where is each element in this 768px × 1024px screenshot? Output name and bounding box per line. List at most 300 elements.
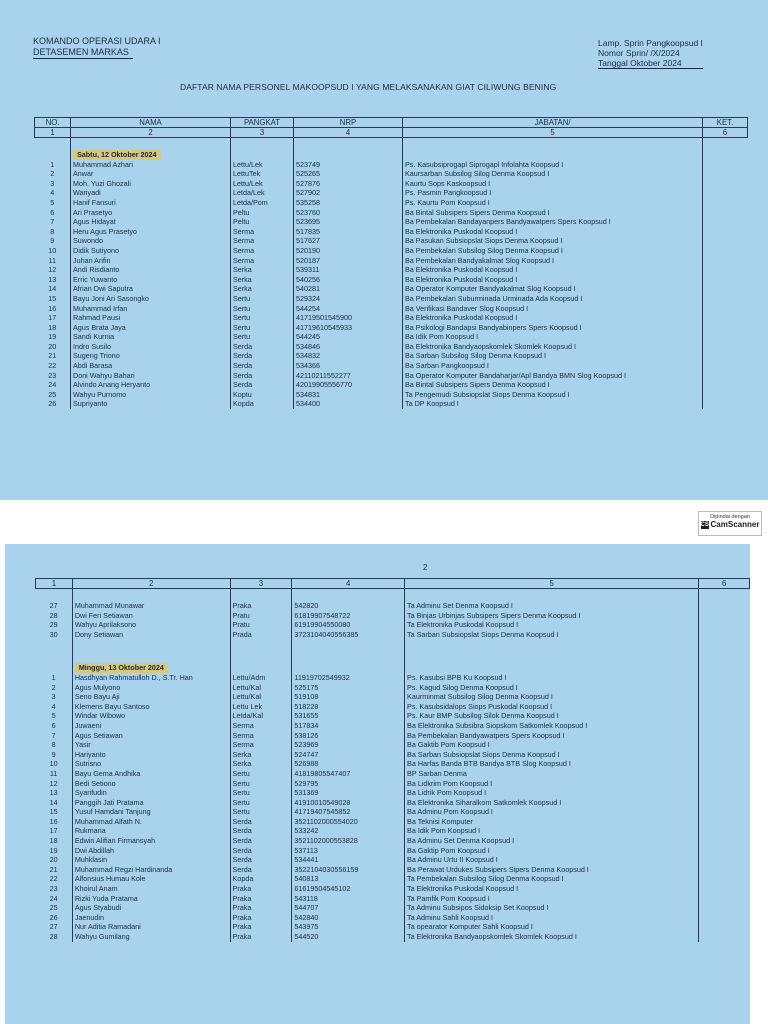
position-cell: Ba Perawat Urdukes Subsipers Sipers Denma Koopsud I bbox=[405, 865, 699, 875]
rank-cell: Sertu bbox=[231, 332, 294, 342]
rank-cell: Serma bbox=[231, 236, 294, 246]
name-cell: Hanif Fansuri bbox=[71, 198, 231, 208]
rank-cell: Serka bbox=[231, 265, 294, 275]
colnum-1: 1 bbox=[35, 128, 71, 138]
name-cell: Yusuf Hamdani Tanjung bbox=[72, 807, 230, 817]
empty-cell bbox=[35, 150, 71, 160]
nrp-cell: 533242 bbox=[292, 826, 405, 836]
table-row bbox=[36, 683, 750, 693]
empty-cell bbox=[405, 663, 699, 673]
row-number: 23 bbox=[36, 884, 73, 894]
note-cell bbox=[699, 922, 750, 932]
name-cell: Alvindo Anang Heryanto bbox=[71, 380, 231, 390]
rank-cell: Praka bbox=[230, 894, 292, 904]
name-cell: Edwin Alifian Firmansyah bbox=[72, 836, 230, 846]
empty-cell bbox=[703, 150, 748, 160]
date-cell bbox=[72, 663, 230, 673]
name-cell: Hasdhyan Rahmatulloh D., S.Tr. Han bbox=[72, 673, 230, 683]
table-row bbox=[36, 673, 750, 683]
org-line-1: KOMANDO OPERASI UDARA I bbox=[33, 36, 161, 46]
colnum-6: 6 bbox=[699, 579, 750, 589]
rank-cell: Serda bbox=[230, 836, 292, 846]
nrp-cell: 542820 bbox=[292, 601, 405, 611]
position-cell: Ba Sarban Pangkoopsud I bbox=[403, 361, 703, 371]
rank-cell: Sertu bbox=[230, 798, 292, 808]
row-number: 21 bbox=[36, 865, 73, 875]
note-cell bbox=[703, 246, 748, 256]
row-number: 16 bbox=[35, 304, 71, 314]
nrp-cell: 3522104030556159 bbox=[292, 865, 405, 875]
row-number: 28 bbox=[36, 611, 73, 621]
row-number: 7 bbox=[36, 731, 73, 741]
name-cell: Rizki Yuda Pratama bbox=[72, 894, 230, 904]
note-cell bbox=[703, 256, 748, 266]
name-cell: Dony Setiawan bbox=[72, 630, 230, 640]
page-number: 2 bbox=[423, 563, 428, 572]
row-number: 25 bbox=[35, 390, 71, 400]
position-cell: Ba Elektronika Subsibra Siopskom Satkomlek Koopsud I bbox=[405, 721, 699, 731]
table-row bbox=[35, 217, 748, 227]
rank-cell: Praka bbox=[230, 932, 292, 942]
position-cell: Ps. Kagud Silog Denma Koopsud I bbox=[405, 683, 699, 693]
position-cell: Ba Adminu Set Denma Koopsud I bbox=[405, 836, 699, 846]
row-number: 17 bbox=[35, 313, 71, 323]
col-nrp-header: NRP bbox=[294, 118, 403, 128]
table-row bbox=[36, 894, 750, 904]
row-number: 26 bbox=[36, 913, 73, 923]
position-cell: Ba Pembekalan Bandyakalmat Slog Koopsud I bbox=[403, 256, 703, 266]
col-no-header: NO. bbox=[35, 118, 71, 128]
note-cell bbox=[703, 390, 748, 400]
position-cell: Ba Pembekalan Bandayanpers Bandyawatpers Spers Koopsud I bbox=[403, 217, 703, 227]
rank-cell: Lettu/Kal bbox=[230, 692, 292, 702]
rank-cell: Lettu/Lek bbox=[231, 160, 294, 170]
position-cell: Ba Idik Pom Koopsud I bbox=[405, 826, 699, 836]
empty-cell bbox=[230, 589, 292, 602]
rank-cell: Serda bbox=[231, 380, 294, 390]
table-row bbox=[35, 188, 748, 198]
position-cell: Ta Elektronika Bandyaopskomlek Skomlek Koopsud I bbox=[405, 932, 699, 942]
header-row bbox=[36, 579, 750, 589]
row-number: 22 bbox=[35, 361, 71, 371]
note-cell bbox=[699, 826, 750, 836]
badge-line-1: Dipindai dengan bbox=[710, 514, 750, 520]
nrp-cell: 3521102000553828 bbox=[292, 836, 405, 846]
note-cell bbox=[699, 702, 750, 712]
colnum-6: 6 bbox=[703, 128, 748, 138]
position-cell: Ba Operator Komputer Bandaharjar/Apl Bandya BMN Slog Koopsud I bbox=[403, 371, 703, 381]
note-cell bbox=[699, 750, 750, 760]
row-number: 9 bbox=[36, 750, 73, 760]
nrp-cell: 529795 bbox=[292, 779, 405, 789]
nrp-cell: 527902 bbox=[294, 188, 403, 198]
colnum-2: 2 bbox=[71, 128, 231, 138]
nrp-cell: 540256 bbox=[294, 275, 403, 285]
position-cell: Kaursarban Subsilog Silog Denma Koopsud I bbox=[403, 169, 703, 179]
table-row bbox=[36, 807, 750, 817]
position-cell: Ta opearator Komputer Sahli Koopsud I bbox=[405, 922, 699, 932]
position-cell: Ba Elektronika Puskodal Koopsud I bbox=[403, 313, 703, 323]
position-cell: Ba Psikologi Bandapsi Bandyabinpers Spers Koopsud I bbox=[403, 323, 703, 333]
name-cell: Afrian Dwi Saputra bbox=[71, 284, 231, 294]
note-cell bbox=[699, 884, 750, 894]
row-number: 3 bbox=[36, 692, 73, 702]
note-cell bbox=[699, 620, 750, 630]
position-cell: Ba Elektronika Puskodal Koopsud I bbox=[403, 275, 703, 285]
name-cell: Anwar bbox=[71, 169, 231, 179]
table-row bbox=[35, 236, 748, 246]
table-row bbox=[36, 630, 750, 640]
position-cell: Ta Pengemudi Subsiopslat Siops Denma Koopsud I bbox=[403, 390, 703, 400]
nrp-cell: 519108 bbox=[292, 692, 405, 702]
name-cell: Didik Sutiyono bbox=[71, 246, 231, 256]
nrp-cell: 540813 bbox=[292, 874, 405, 884]
row-number: 6 bbox=[36, 721, 73, 731]
note-cell bbox=[699, 740, 750, 750]
nrp-cell: 529324 bbox=[294, 294, 403, 304]
table-row bbox=[36, 759, 750, 769]
row-number: 22 bbox=[36, 874, 73, 884]
table-row bbox=[35, 313, 748, 323]
note-cell bbox=[699, 759, 750, 769]
row-number: 12 bbox=[35, 265, 71, 275]
position-cell: Ba Operator Komputer Bandyakalmat Slog Koopsud I bbox=[403, 284, 703, 294]
rank-cell: Serda bbox=[230, 865, 292, 875]
org-line-2: DETASEMEN MARKAS bbox=[33, 47, 133, 59]
row-number: 20 bbox=[36, 855, 73, 865]
table-row bbox=[36, 922, 750, 932]
colnum-5: 5 bbox=[403, 128, 703, 138]
row-number: 5 bbox=[36, 711, 73, 721]
nrp-cell: 42019905556770 bbox=[294, 380, 403, 390]
nrp-cell: 544254 bbox=[294, 304, 403, 314]
ref-line-1: Lamp. Sprin Pangkoopsud I bbox=[598, 38, 703, 48]
position-cell: Ba Elektronika Siharalkom Satkomlek Koopsud I bbox=[405, 798, 699, 808]
position-cell: Ba Gaktib Pom Koopsud I bbox=[405, 740, 699, 750]
name-cell: Hariyanto bbox=[72, 750, 230, 760]
table-row bbox=[36, 711, 750, 721]
note-cell bbox=[699, 601, 750, 611]
note-cell bbox=[699, 846, 750, 856]
position-cell: Kaurminmat Subsilog Silog Denma Koopsud I bbox=[405, 692, 699, 702]
nrp-cell: 3723104040556385 bbox=[292, 630, 405, 640]
rank-cell: Lettu Lek bbox=[230, 702, 292, 712]
name-cell: Juhan Arifin bbox=[71, 256, 231, 266]
position-cell: Ba Pasukan Subsiopslat Siops Denma Koopsud I bbox=[403, 236, 703, 246]
rank-cell: Praka bbox=[230, 922, 292, 932]
rank-cell: Letda/Pom bbox=[231, 198, 294, 208]
rank-cell: Serda bbox=[230, 817, 292, 827]
table-row bbox=[35, 160, 748, 170]
header-row bbox=[35, 128, 748, 138]
row-number: 17 bbox=[36, 826, 73, 836]
nrp-cell: 531369 bbox=[292, 788, 405, 798]
position-cell: Ba Elektronika Bandyaopskomlek Skomlek Koopsud I bbox=[403, 342, 703, 352]
name-cell: Windar Wibowo bbox=[72, 711, 230, 721]
name-cell: Jaenudin bbox=[72, 913, 230, 923]
empty-cell bbox=[292, 639, 405, 651]
table-row bbox=[36, 731, 750, 741]
empty-cell bbox=[36, 639, 73, 651]
name-cell: Khoirul Anam bbox=[72, 884, 230, 894]
nrp-cell: 3521102000554020 bbox=[292, 817, 405, 827]
nrp-cell: 523969 bbox=[292, 740, 405, 750]
rank-cell: Sertu bbox=[231, 313, 294, 323]
table-row bbox=[36, 865, 750, 875]
nrp-cell: 523760 bbox=[294, 208, 403, 218]
document-title: DAFTAR NAMA PERSONEL MAKOOPSUD I YANG MELAKSANAKAN GIAT CILIWUNG BENING bbox=[180, 82, 557, 92]
name-cell: Juwaeni bbox=[72, 721, 230, 731]
note-cell bbox=[699, 932, 750, 942]
rank-cell: Serda bbox=[230, 826, 292, 836]
table-row bbox=[36, 620, 750, 630]
name-cell: Alfonsius Humau Kole bbox=[72, 874, 230, 884]
note-cell bbox=[703, 208, 748, 218]
position-cell: Ta Adminu Set Denma Koopsud I bbox=[405, 601, 699, 611]
note-cell bbox=[703, 342, 748, 352]
position-cell: Ps. Kaur BMP Subsilog Silok Denma Koopsud I bbox=[405, 711, 699, 721]
note-cell bbox=[703, 351, 748, 361]
colnum-4: 4 bbox=[294, 128, 403, 138]
nrp-cell: 539311 bbox=[294, 265, 403, 275]
name-cell: Erric Yuwanto bbox=[71, 275, 231, 285]
note-cell bbox=[703, 332, 748, 342]
name-cell: Ari Prasetyo bbox=[71, 208, 231, 218]
position-cell: Ta Pamfik Pom Koopsud I bbox=[405, 894, 699, 904]
rank-cell: Praka bbox=[230, 601, 292, 611]
note-cell bbox=[703, 236, 748, 246]
nrp-cell: 544520 bbox=[292, 932, 405, 942]
position-cell: Ba Idik Pom Koopsud I bbox=[403, 332, 703, 342]
table-row bbox=[35, 332, 748, 342]
col-note-header: KET. bbox=[703, 118, 748, 128]
row-number: 10 bbox=[35, 246, 71, 256]
name-cell: Agus Hidayat bbox=[71, 217, 231, 227]
row-number: 15 bbox=[36, 807, 73, 817]
scanner-badge bbox=[698, 511, 762, 536]
table-row bbox=[35, 284, 748, 294]
position-cell: Ba Harfas Banda BTB Bandya BTB Slog Koopsud I bbox=[405, 759, 699, 769]
rank-cell: Pratu bbox=[230, 611, 292, 621]
nrp-cell: 517834 bbox=[292, 721, 405, 731]
nrp-cell: 526988 bbox=[292, 759, 405, 769]
name-cell: Suwondo bbox=[71, 236, 231, 246]
nrp-cell: 517835 bbox=[294, 227, 403, 237]
name-cell: Seno Bayu Aji bbox=[72, 692, 230, 702]
empty-cell bbox=[292, 663, 405, 673]
rank-cell: Serda bbox=[230, 846, 292, 856]
name-cell: Muhammad Irfan bbox=[71, 304, 231, 314]
nrp-cell: 534846 bbox=[294, 342, 403, 352]
document-page-1 bbox=[0, 0, 768, 500]
table-row bbox=[35, 169, 748, 179]
note-cell bbox=[699, 874, 750, 884]
nrp-cell: 534366 bbox=[294, 361, 403, 371]
note-cell bbox=[699, 731, 750, 741]
row-number: 4 bbox=[36, 702, 73, 712]
name-cell: Sutrisno bbox=[72, 759, 230, 769]
spacer-row bbox=[36, 651, 750, 663]
nrp-cell: 534441 bbox=[292, 855, 405, 865]
note-cell bbox=[703, 399, 748, 409]
name-cell: Sugeng Triono bbox=[71, 351, 231, 361]
name-cell: Panggih Jati Pratama bbox=[72, 798, 230, 808]
position-cell: Ps. Kasubsiprogapl Siprogapl Infolahta Koopsud I bbox=[403, 160, 703, 170]
nrp-cell: 61619504545102 bbox=[292, 884, 405, 894]
table-row bbox=[36, 692, 750, 702]
name-cell: Wahyu Aprilaksono bbox=[72, 620, 230, 630]
rank-cell: Serma bbox=[231, 256, 294, 266]
position-cell: Ba Elektronika Puskodal Koopsud I bbox=[403, 265, 703, 275]
table-row bbox=[35, 342, 748, 352]
empty-cell bbox=[230, 651, 292, 663]
table-row bbox=[35, 179, 748, 189]
name-cell: Dwi Abdillah bbox=[72, 846, 230, 856]
org-header bbox=[33, 36, 161, 59]
row-number: 24 bbox=[35, 380, 71, 390]
empty-cell bbox=[699, 651, 750, 663]
spacer-row bbox=[36, 639, 750, 651]
empty-cell bbox=[72, 651, 230, 663]
empty-cell bbox=[699, 589, 750, 602]
note-cell bbox=[699, 611, 750, 621]
empty-cell bbox=[36, 651, 73, 663]
rank-cell: Peltu bbox=[231, 217, 294, 227]
table-row bbox=[36, 779, 750, 789]
rank-cell: Serma bbox=[231, 227, 294, 237]
name-cell: Nur Aditia Ramadani bbox=[72, 922, 230, 932]
table-row bbox=[35, 208, 748, 218]
table-row bbox=[36, 846, 750, 856]
name-cell: Muhammad Munawar bbox=[72, 601, 230, 611]
note-cell bbox=[699, 788, 750, 798]
rank-cell: Kopda bbox=[230, 874, 292, 884]
rank-cell: Praka bbox=[230, 903, 292, 913]
position-cell: Ba Pembekalan Bandyawatpers Spers Koopsud I bbox=[405, 731, 699, 741]
rank-cell: Letda/Lek bbox=[231, 188, 294, 198]
row-number: 2 bbox=[36, 683, 73, 693]
nrp-cell: 61919904550080 bbox=[292, 620, 405, 630]
table-row bbox=[35, 399, 748, 409]
name-cell: Abdi Barasa bbox=[71, 361, 231, 371]
note-cell bbox=[699, 903, 750, 913]
position-cell: Ba Lidkrim Pom Koopsud I bbox=[405, 779, 699, 789]
rank-cell: Serma bbox=[231, 246, 294, 256]
note-cell bbox=[703, 371, 748, 381]
position-cell: Ba Gaktip Pom Koopsud I bbox=[405, 846, 699, 856]
note-cell bbox=[699, 711, 750, 721]
rank-cell: Sertu bbox=[231, 323, 294, 333]
rank-cell: Pratu bbox=[230, 620, 292, 630]
rank-cell: Koptu bbox=[231, 390, 294, 400]
position-cell: Ta Elektronika Puskodal Koopsud I bbox=[405, 620, 699, 630]
name-cell: Muhammad Alfath N. bbox=[72, 817, 230, 827]
rank-cell: Serka bbox=[231, 275, 294, 285]
position-cell: Ps. Kaurtu Pom Koopsud I bbox=[403, 198, 703, 208]
table-row bbox=[36, 884, 750, 894]
note-cell bbox=[703, 265, 748, 275]
row-number: 1 bbox=[36, 673, 73, 683]
row-number: 18 bbox=[35, 323, 71, 333]
row-number: 6 bbox=[35, 208, 71, 218]
row-number: 13 bbox=[36, 788, 73, 798]
rank-cell: Peltu bbox=[231, 208, 294, 218]
nrp-cell: 525265 bbox=[294, 169, 403, 179]
table-row bbox=[36, 817, 750, 827]
position-cell: Ba Sarban Subsiopslat Siops Denma Koopsud I bbox=[405, 750, 699, 760]
table-row bbox=[36, 740, 750, 750]
nrp-cell: 527876 bbox=[294, 179, 403, 189]
rank-cell: Praka bbox=[230, 884, 292, 894]
name-cell: Rukmana bbox=[72, 826, 230, 836]
note-cell bbox=[703, 304, 748, 314]
table-row bbox=[36, 750, 750, 760]
rank-cell: LettuTek bbox=[231, 169, 294, 179]
table-row bbox=[36, 702, 750, 712]
position-cell: Ta Adminu Sahli Koopsud I bbox=[405, 913, 699, 923]
nrp-cell: 543118 bbox=[292, 894, 405, 904]
row-number: 13 bbox=[35, 275, 71, 285]
col-rank-header: PANGKAT bbox=[231, 118, 294, 128]
rank-cell: Serma bbox=[230, 740, 292, 750]
name-cell: Bedi Setiono bbox=[72, 779, 230, 789]
empty-cell bbox=[699, 663, 750, 673]
rank-cell: Lettu/Adm bbox=[230, 673, 292, 683]
empty-cell bbox=[71, 138, 231, 151]
nrp-cell: 543975 bbox=[292, 922, 405, 932]
table-row bbox=[35, 246, 748, 256]
row-number: 26 bbox=[35, 399, 71, 409]
row-number: 19 bbox=[36, 846, 73, 856]
table-row bbox=[36, 788, 750, 798]
note-cell bbox=[699, 913, 750, 923]
col-name-header: NAMA bbox=[71, 118, 231, 128]
rank-cell: Serda bbox=[230, 855, 292, 865]
table-row bbox=[36, 855, 750, 865]
nrp-cell: 534831 bbox=[294, 390, 403, 400]
nrp-cell: 11919702549932 bbox=[292, 673, 405, 683]
note-cell bbox=[703, 284, 748, 294]
note-cell bbox=[699, 798, 750, 808]
table-row bbox=[36, 826, 750, 836]
date-row bbox=[35, 150, 748, 160]
table-row bbox=[35, 304, 748, 314]
position-cell: Ba Verifikasi Bandaver Slog Koopsud I bbox=[403, 304, 703, 314]
table-row bbox=[35, 323, 748, 333]
row-number: 30 bbox=[36, 630, 73, 640]
nrp-cell: 41719610545933 bbox=[294, 323, 403, 333]
table-row bbox=[35, 294, 748, 304]
nrp-cell: 41819805547407 bbox=[292, 769, 405, 779]
name-cell: Bayu Gema Andhika bbox=[72, 769, 230, 779]
name-cell: Syarifudin bbox=[72, 788, 230, 798]
name-cell: Heru Agus Prasetyo bbox=[71, 227, 231, 237]
note-cell bbox=[699, 683, 750, 693]
empty-cell bbox=[36, 663, 73, 673]
name-cell: Yasir bbox=[72, 740, 230, 750]
table-row bbox=[36, 903, 750, 913]
table-row bbox=[36, 721, 750, 731]
position-cell: Ba Sarban Subsilog Silog Denma Koopsud I bbox=[403, 351, 703, 361]
name-cell: Supriyanto bbox=[71, 399, 231, 409]
personnel-table-page-2 bbox=[35, 578, 750, 942]
name-cell: Wahyu Gumilang bbox=[72, 932, 230, 942]
ref-line-3: Tanggal Oktober 2024 bbox=[598, 58, 703, 69]
position-cell: Ps. Kasubsidalops Siops Puskodal Koopsud I bbox=[405, 702, 699, 712]
colnum-3: 3 bbox=[230, 579, 292, 589]
note-cell bbox=[703, 323, 748, 333]
table-row bbox=[35, 361, 748, 371]
